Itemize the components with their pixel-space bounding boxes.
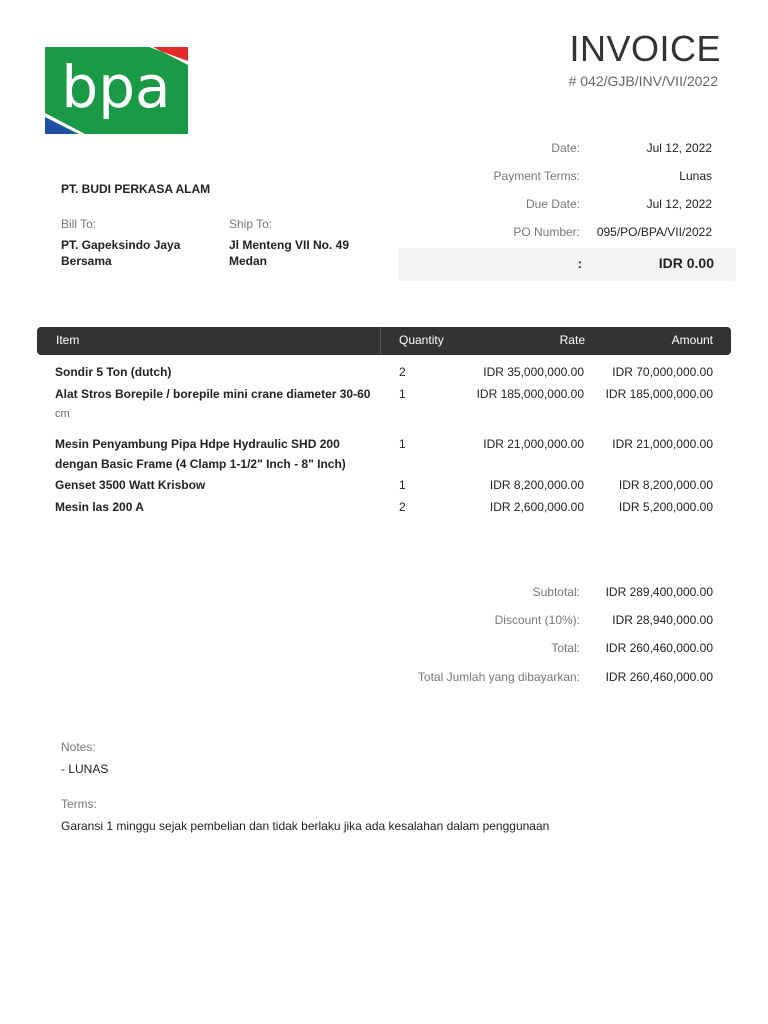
ship-to-line: Medan bbox=[229, 254, 268, 268]
item-line: Sondir 5 Ton (dutch) bbox=[55, 365, 172, 379]
bill-to-line: Bersama bbox=[61, 254, 112, 268]
item-quantity: 2 bbox=[399, 365, 406, 379]
ship-to-line: Jl Menteng VII No. 49 bbox=[229, 238, 350, 252]
company-name: PT. BUDI PERKASA ALAM bbox=[61, 182, 211, 196]
balance-due-box bbox=[398, 248, 736, 281]
company-logo bbox=[45, 47, 188, 134]
ship-to-label: Ship To: bbox=[229, 217, 273, 231]
total-label: Discount (10%): bbox=[494, 613, 580, 627]
item-amount: IDR 5,200,000.00 bbox=[618, 500, 713, 514]
invoice-number: # 042/GJB/INV/VII/2022 bbox=[568, 73, 718, 89]
bill-to-label: Bill To: bbox=[61, 217, 97, 231]
ship-to-value bbox=[229, 237, 379, 269]
item-quantity: 1 bbox=[399, 387, 406, 401]
meta-value: Lunas bbox=[679, 169, 712, 183]
item-line: dengan Basic Frame (4 Clamp 1-1/2" Inch - 8" Inch) bbox=[55, 457, 346, 471]
item-line: Mesin las 200 A bbox=[55, 500, 144, 514]
total-value: IDR 28,940,000.00 bbox=[612, 613, 713, 627]
balance-value: IDR 0.00 bbox=[658, 255, 714, 271]
total-label: Subtotal: bbox=[532, 585, 580, 599]
meta-payment-terms bbox=[400, 169, 716, 185]
item-amount: IDR 70,000,000.00 bbox=[612, 365, 713, 379]
header-item: Item bbox=[56, 333, 80, 347]
notes-value: - LUNAS bbox=[61, 762, 109, 776]
item-amount: IDR 185,000,000.00 bbox=[605, 387, 713, 401]
item-description bbox=[55, 362, 380, 382]
logo-text: bpa bbox=[61, 53, 171, 121]
terms-label: Terms: bbox=[61, 797, 97, 811]
item-quantity: 2 bbox=[399, 500, 406, 514]
subtotal-row bbox=[0, 585, 768, 601]
meta-value: Jul 12, 2022 bbox=[646, 141, 712, 155]
item-amount: IDR 21,000,000.00 bbox=[612, 437, 713, 451]
total-label: Total: bbox=[551, 641, 580, 655]
bill-to-value bbox=[61, 237, 211, 269]
item-description bbox=[55, 434, 380, 474]
item-subline: cm bbox=[55, 408, 70, 420]
meta-po-number bbox=[400, 225, 716, 241]
item-description bbox=[55, 475, 380, 495]
header-divider bbox=[380, 327, 381, 355]
meta-date bbox=[400, 141, 716, 157]
item-rate: IDR 8,200,000.00 bbox=[489, 478, 584, 492]
invoice-title: INVOICE bbox=[569, 28, 721, 69]
item-rate: IDR 2,600,000.00 bbox=[489, 500, 584, 514]
meta-due-date bbox=[400, 197, 716, 213]
item-line: Genset 3500 Watt Krisbow bbox=[55, 478, 206, 492]
total-value: IDR 260,460,000.00 bbox=[605, 641, 713, 655]
meta-label: Date: bbox=[551, 141, 580, 155]
total-label: Total Jumlah yang dibayarkan: bbox=[417, 670, 580, 684]
bill-to-line: PT. Gapeksindo Jaya bbox=[61, 238, 181, 252]
total-value: IDR 289,400,000.00 bbox=[605, 585, 713, 599]
meta-label: PO Number: bbox=[513, 225, 580, 239]
meta-value: 095/PO/BPA/VII/2022 bbox=[596, 225, 712, 239]
item-rate: IDR 35,000,000.00 bbox=[483, 365, 584, 379]
item-description bbox=[55, 497, 380, 517]
item-line: Mesin Penyambung Pipa Hdpe Hydraulic SHD 200 bbox=[55, 437, 340, 451]
discount-row bbox=[0, 613, 768, 629]
item-amount: IDR 8,200,000.00 bbox=[618, 478, 713, 492]
item-description bbox=[55, 384, 380, 424]
items-table-header bbox=[37, 327, 731, 355]
meta-value: Jul 12, 2022 bbox=[646, 197, 712, 211]
balance-label: : bbox=[577, 256, 582, 271]
meta-label: Due Date: bbox=[525, 197, 580, 211]
item-quantity: 1 bbox=[399, 478, 406, 492]
header-quantity: Quantity bbox=[399, 333, 444, 347]
header-amount: Amount bbox=[671, 333, 713, 347]
amount-paid-row bbox=[0, 670, 768, 686]
item-rate: IDR 21,000,000.00 bbox=[483, 437, 584, 451]
meta-label: Payment Terms: bbox=[493, 169, 580, 183]
header-rate: Rate bbox=[559, 333, 585, 347]
total-value: IDR 260,460,000.00 bbox=[605, 670, 713, 684]
item-line: Alat Stros Borepile / borepile mini crane diameter 30-60 bbox=[55, 387, 371, 401]
item-quantity: 1 bbox=[399, 437, 406, 451]
terms-value: Garansi 1 minggu sejak pembelian dan tidak berlaku jika ada kesalahan dalam penggunaan bbox=[61, 819, 550, 833]
item-rate: IDR 185,000,000.00 bbox=[476, 387, 584, 401]
notes-label: Notes: bbox=[61, 740, 96, 754]
total-row bbox=[0, 641, 768, 657]
